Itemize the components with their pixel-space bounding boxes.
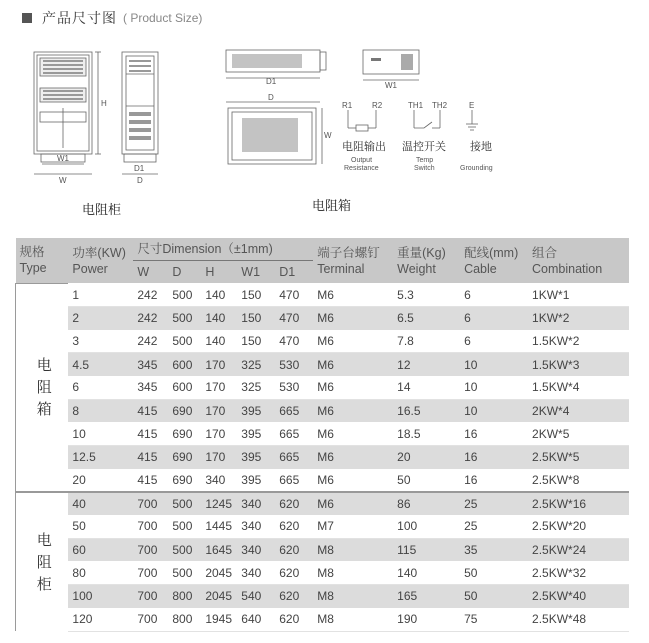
table-row — [16, 353, 630, 376]
table-cell: 50 — [393, 469, 460, 492]
table-row — [16, 608, 630, 631]
table-cell: M8 — [313, 561, 393, 584]
table-cell: 242 — [133, 306, 168, 329]
table-cell: 340 — [237, 515, 275, 538]
table-cell: 800 — [168, 585, 201, 608]
table-cell: M6 — [313, 469, 393, 492]
resistance-cn: 电阻输出 — [342, 140, 386, 153]
table-cell: 620 — [275, 608, 313, 631]
spec-table — [15, 238, 629, 632]
table-cell: 500 — [168, 538, 201, 561]
table-cell: 40 — [68, 492, 133, 515]
resistance-en-2: Resistance — [344, 165, 379, 172]
table-cell: M6 — [313, 283, 393, 306]
table-cell: 600 — [168, 376, 201, 399]
table-cell: 700 — [133, 492, 168, 515]
table-cell: 140 — [201, 283, 237, 306]
table-cell: M7 — [313, 515, 393, 538]
table-cell: M8 — [313, 538, 393, 561]
table-cell: 80 — [68, 561, 133, 584]
group-char: 阻 — [36, 378, 52, 397]
dim-w-label: W — [59, 176, 67, 185]
table-row — [16, 330, 630, 353]
table-cell: 1645 — [201, 538, 237, 561]
table-cell: 170 — [201, 353, 237, 376]
table-cell: 325 — [237, 376, 275, 399]
table-cell: 620 — [275, 538, 313, 561]
dim-h-label: H — [101, 99, 107, 108]
header-type-cn: 规格 — [19, 245, 45, 260]
table-cell: 500 — [168, 283, 201, 306]
table-cell: 470 — [275, 330, 313, 353]
e-label: E — [469, 101, 475, 110]
table-cell: 690 — [168, 446, 201, 469]
header-w1: W1 — [241, 264, 261, 279]
ground-en: Grounding — [460, 165, 493, 172]
header-d: D — [172, 264, 182, 279]
table-cell: 10 — [460, 399, 528, 422]
table-cell: 7.8 — [393, 330, 460, 353]
table-cell: 415 — [133, 399, 168, 422]
table-cell: 395 — [237, 446, 275, 469]
table-cell: 20 — [393, 446, 460, 469]
table-cell: 16 — [460, 446, 528, 469]
table-cell: 665 — [275, 446, 313, 469]
table-cell: M8 — [313, 608, 393, 631]
table-cell: 470 — [275, 283, 313, 306]
table-cell: 10 — [460, 376, 528, 399]
th1-label: TH1 — [408, 101, 424, 110]
table-cell: 14 — [393, 376, 460, 399]
resistor-box-drawing — [222, 44, 332, 170]
table-cell: 540 — [237, 585, 275, 608]
table-cell: 170 — [201, 399, 237, 422]
header-dimension: 尺寸Dimension（±1mm) — [137, 241, 273, 256]
table-cell: 415 — [133, 446, 168, 469]
table-cell: 500 — [168, 492, 201, 515]
table-cell: 1.5KW*3 — [528, 353, 629, 376]
cabinet-drawing — [22, 44, 167, 186]
table-cell: 700 — [133, 561, 168, 584]
table-cell: 50 — [460, 585, 528, 608]
table-cell: 395 — [237, 422, 275, 445]
header-power-cn: 功率(KW) — [72, 245, 126, 260]
table-cell: 16 — [460, 469, 528, 492]
section-title — [22, 8, 202, 28]
box-dim-w-label: W — [324, 131, 332, 140]
th2-label: TH2 — [432, 101, 448, 110]
table-row — [16, 538, 630, 561]
table-cell: 800 — [168, 608, 201, 631]
table-header-row — [16, 238, 630, 260]
table-cell: M6 — [313, 306, 393, 329]
table-cell: M6 — [313, 492, 393, 515]
table-row — [16, 422, 630, 445]
table-cell: 25 — [460, 492, 528, 515]
table-cell: 395 — [237, 399, 275, 422]
table-cell: 18.5 — [393, 422, 460, 445]
table-cell: 700 — [133, 538, 168, 561]
table-cell: 2.5KW*8 — [528, 469, 629, 492]
header-w: W — [137, 264, 150, 279]
table-cell: 190 — [393, 608, 460, 631]
group-char: 柜 — [36, 574, 52, 593]
table-cell: M8 — [313, 585, 393, 608]
table-cell: 690 — [168, 469, 201, 492]
header-terminal-en: Terminal — [317, 261, 365, 276]
table-cell: 690 — [168, 399, 201, 422]
table-cell: 2.5KW*24 — [528, 538, 629, 561]
table-cell: 415 — [133, 422, 168, 445]
table-cell: 700 — [133, 515, 168, 538]
table-cell: 340 — [237, 492, 275, 515]
table-cell: 2.5KW*32 — [528, 561, 629, 584]
title-en: ( Product Size) — [123, 11, 203, 25]
group-label-resistor-box — [16, 283, 69, 492]
table-cell: 16 — [460, 422, 528, 445]
dim-d-label: D — [137, 176, 143, 185]
table-cell: 530 — [275, 376, 313, 399]
table-cell: 75 — [460, 608, 528, 631]
table-row — [16, 283, 630, 306]
dim-d1-label: D1 — [134, 164, 145, 173]
switch-en-2: Switch — [414, 165, 435, 172]
table-cell: 25 — [460, 515, 528, 538]
table-cell: 6 — [460, 306, 528, 329]
table-cell: 165 — [393, 585, 460, 608]
table-row — [16, 469, 630, 492]
group-char: 箱 — [36, 400, 52, 419]
table-cell: 2045 — [201, 561, 237, 584]
table-cell: 2.5KW*16 — [528, 492, 629, 515]
table-cell: 340 — [237, 561, 275, 584]
table-cell: 6 — [460, 283, 528, 306]
table-cell: 50 — [68, 515, 133, 538]
table-cell: 2 — [68, 306, 133, 329]
table-cell: M6 — [313, 422, 393, 445]
header-type-en: Type — [19, 261, 47, 276]
table-cell: 395 — [237, 469, 275, 492]
table-cell: 340 — [237, 538, 275, 561]
resistor-box-side-drawing — [355, 44, 425, 92]
table-row — [16, 492, 630, 515]
table-cell: 120 — [68, 608, 133, 631]
header-terminal-cn: 端子台螺钉 — [317, 245, 380, 260]
table-cell: 140 — [201, 306, 237, 329]
table-row — [16, 446, 630, 469]
table-cell: 5.3 — [393, 283, 460, 306]
table-cell: 60 — [68, 538, 133, 561]
table-cell: 600 — [168, 353, 201, 376]
table-cell: 150 — [237, 283, 275, 306]
table-cell: 340 — [201, 469, 237, 492]
table-cell: 640 — [237, 608, 275, 631]
table-cell: 1KW*1 — [528, 283, 629, 306]
r2-label: R2 — [372, 101, 383, 110]
table-cell: 242 — [133, 283, 168, 306]
header-d1: D1 — [279, 264, 296, 279]
table-cell: 345 — [133, 353, 168, 376]
table-cell: M6 — [313, 399, 393, 422]
table-cell: 150 — [237, 330, 275, 353]
table-cell: 345 — [133, 376, 168, 399]
header-power-en: Power — [72, 261, 108, 276]
table-row — [16, 306, 630, 329]
cabinet-caption: 电阻柜 — [82, 203, 122, 218]
table-cell: 530 — [275, 353, 313, 376]
table-cell: 470 — [275, 306, 313, 329]
table-cell: 140 — [201, 330, 237, 353]
table-row — [16, 561, 630, 584]
side-dim-w1-label: W1 — [385, 81, 397, 90]
header-combo-cn: 组合 — [532, 245, 558, 260]
table-cell: 1.5KW*2 — [528, 330, 629, 353]
table-cell: 1945 — [201, 608, 237, 631]
bullet-square-icon — [22, 13, 32, 23]
table-cell: 20 — [68, 469, 133, 492]
table-cell: 242 — [133, 330, 168, 353]
header-weight-en: Weight — [397, 261, 436, 276]
table-cell: 665 — [275, 469, 313, 492]
table-cell: 500 — [168, 330, 201, 353]
table-cell: 3 — [68, 330, 133, 353]
header-combo-en: Combination — [532, 261, 603, 276]
table-cell: 10 — [68, 422, 133, 445]
table-cell: 2.5KW*5 — [528, 446, 629, 469]
box-caption: 电阻箱 — [312, 199, 352, 214]
header-cable-en: Cable — [464, 261, 497, 276]
table-cell: 1.5KW*4 — [528, 376, 629, 399]
table-cell: 2KW*5 — [528, 422, 629, 445]
group-char: 阻 — [36, 552, 52, 571]
table-cell: 140 — [393, 561, 460, 584]
table-cell: 8 — [68, 399, 133, 422]
table-cell: 170 — [201, 422, 237, 445]
table-cell: 170 — [201, 446, 237, 469]
table-cell: 500 — [168, 306, 201, 329]
table-row — [16, 515, 630, 538]
table-cell: 2.5KW*20 — [528, 515, 629, 538]
switch-cn: 温控开关 — [402, 140, 446, 153]
table-cell: 12 — [393, 353, 460, 376]
dim-w1-label: W1 — [57, 154, 69, 163]
header-weight-cn: 重量(Kg) — [397, 245, 446, 260]
group-char: 电 — [36, 356, 52, 375]
table-cell: 2.5KW*40 — [528, 585, 629, 608]
table-cell: 12.5 — [68, 446, 133, 469]
header-cable-cn: 配线(mm) — [464, 245, 519, 260]
table-cell: 100 — [68, 585, 133, 608]
ground-cn: 接地 — [470, 140, 492, 153]
table-cell: 35 — [460, 538, 528, 561]
table-cell: 1445 — [201, 515, 237, 538]
table-cell: M6 — [313, 376, 393, 399]
title-cn: 产品尺寸图 — [42, 11, 117, 27]
group-char: 电 — [36, 530, 52, 549]
table-cell: M6 — [313, 330, 393, 353]
box-dim-d1-label: D1 — [266, 77, 277, 86]
table-cell: 700 — [133, 608, 168, 631]
table-cell: 500 — [168, 515, 201, 538]
table-cell: 620 — [275, 585, 313, 608]
r1-label: R1 — [342, 101, 353, 110]
table-cell: M6 — [313, 446, 393, 469]
resistance-en-1: Output — [351, 157, 373, 164]
table-cell: 1KW*2 — [528, 306, 629, 329]
header-h: H — [205, 264, 215, 279]
table-cell: 415 — [133, 469, 168, 492]
table-cell: 700 — [133, 585, 168, 608]
table-cell: 500 — [168, 561, 201, 584]
switch-en-1: Temp — [416, 157, 434, 164]
table-cell: 100 — [393, 515, 460, 538]
table-cell: 10 — [460, 353, 528, 376]
box-dim-d-label: D — [268, 93, 274, 102]
table-cell: 1 — [68, 283, 133, 306]
table-cell: 150 — [237, 306, 275, 329]
table-row — [16, 585, 630, 608]
table-cell: 665 — [275, 399, 313, 422]
table-cell: 2045 — [201, 585, 237, 608]
table-cell: 6 — [68, 376, 133, 399]
table-cell: 115 — [393, 538, 460, 561]
table-cell: 4.5 — [68, 353, 133, 376]
table-cell: 1245 — [201, 492, 237, 515]
table-cell: 2KW*4 — [528, 399, 629, 422]
table-cell: 6 — [460, 330, 528, 353]
table-row — [16, 399, 630, 422]
table-cell: 16.5 — [393, 399, 460, 422]
table-cell: 325 — [237, 353, 275, 376]
terminal-legend — [336, 98, 516, 180]
table-cell: 620 — [275, 492, 313, 515]
table-cell: 6.5 — [393, 306, 460, 329]
table-cell: 170 — [201, 376, 237, 399]
table-cell: 690 — [168, 422, 201, 445]
table-cell: 665 — [275, 422, 313, 445]
table-cell: 86 — [393, 492, 460, 515]
table-cell: 620 — [275, 515, 313, 538]
table-cell: M6 — [313, 353, 393, 376]
table-cell: 2.5KW*48 — [528, 608, 629, 631]
table-cell: 50 — [460, 561, 528, 584]
group-label-resistor-cabinet — [16, 492, 69, 631]
table-row — [16, 376, 630, 399]
table-cell: 620 — [275, 561, 313, 584]
